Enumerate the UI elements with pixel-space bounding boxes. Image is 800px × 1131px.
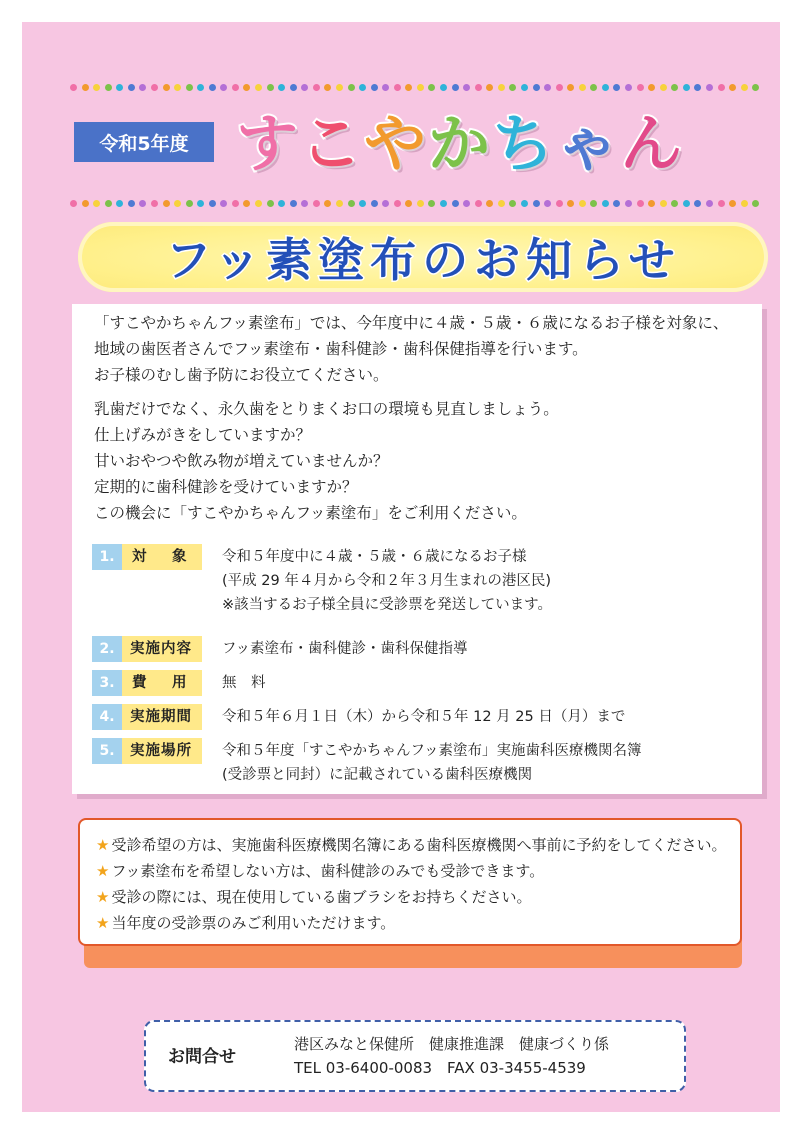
decor-dot bbox=[382, 84, 389, 91]
decor-dot bbox=[498, 84, 505, 91]
decor-dot bbox=[613, 84, 620, 91]
notice-line bbox=[96, 910, 724, 936]
intro-line: お子様のむし歯予防にお役立てください。 bbox=[94, 366, 389, 384]
brand-char: す bbox=[236, 107, 301, 180]
decor-dot bbox=[521, 84, 528, 91]
intro-line: 「すこやかちゃんフッ素塗布」では、今年度中に４歳・５歳・６歳になるお子様を対象に、 bbox=[94, 314, 729, 332]
decor-dot bbox=[718, 84, 725, 91]
decor-dot bbox=[267, 200, 274, 207]
notice-title-banner bbox=[78, 222, 768, 292]
brand-title bbox=[236, 104, 684, 184]
decor-dot bbox=[105, 200, 112, 207]
decor-dot bbox=[197, 84, 204, 91]
decor-dot bbox=[509, 84, 516, 91]
decor-dot bbox=[290, 84, 297, 91]
decor-dot bbox=[648, 200, 655, 207]
item-badge bbox=[92, 704, 202, 730]
item-description-line: 令和５年６月１日（木）から令和５年 12 月 25 日（月）まで bbox=[222, 709, 626, 725]
item-label: 実施期間 bbox=[122, 704, 202, 730]
decor-dot bbox=[348, 200, 355, 207]
flyer-sheet bbox=[22, 22, 780, 1112]
notice-text: フッ素塗布を希望しない方は、歯科健診のみでも受診できます。 bbox=[111, 862, 545, 880]
decor-dot bbox=[637, 200, 644, 207]
item-badge bbox=[92, 670, 202, 696]
contact-phones: TEL 03-6400-0083 FAX 03-3455-4539 bbox=[294, 1059, 586, 1077]
decor-dot bbox=[718, 200, 725, 207]
item-description bbox=[222, 671, 266, 695]
notice-line bbox=[96, 858, 724, 884]
item-badge bbox=[92, 544, 202, 570]
decor-dot bbox=[128, 200, 135, 207]
star-icon: ★ bbox=[96, 836, 110, 854]
decor-dot bbox=[232, 84, 239, 91]
decor-dot bbox=[394, 84, 401, 91]
intro-line: この機会に「すこやかちゃんフッ素塗布」をご利用ください。 bbox=[94, 504, 527, 522]
decor-dot bbox=[533, 200, 540, 207]
decor-dot bbox=[660, 84, 667, 91]
decor-dot bbox=[301, 84, 308, 91]
decor-dot bbox=[243, 200, 250, 207]
intro-line: 仕上げみがきをしていますか？ bbox=[94, 426, 312, 444]
decor-dot bbox=[243, 84, 250, 91]
item-number: 3. bbox=[99, 675, 115, 691]
decor-dot bbox=[544, 84, 551, 91]
decor-dot bbox=[625, 200, 632, 207]
item-description bbox=[222, 705, 625, 729]
decor-dot bbox=[151, 84, 158, 91]
decor-dot bbox=[602, 200, 609, 207]
decor-dot bbox=[382, 200, 389, 207]
decor-dot bbox=[255, 200, 262, 207]
decor-dot bbox=[417, 200, 424, 207]
decor-dot bbox=[209, 84, 216, 91]
decor-dot bbox=[729, 200, 736, 207]
decor-dot bbox=[498, 200, 505, 207]
decor-dot bbox=[394, 200, 401, 207]
item-label: 実施内容 bbox=[122, 636, 202, 662]
decor-dot bbox=[556, 84, 563, 91]
notice-text: 受診の際には、現在使用している歯ブラシをお持ちください。 bbox=[111, 888, 532, 906]
decor-dot bbox=[82, 200, 89, 207]
decor-dot bbox=[671, 200, 678, 207]
decor-dot bbox=[706, 84, 713, 91]
decor-dot bbox=[428, 200, 435, 207]
paragraph-gap bbox=[94, 388, 728, 396]
decor-dot bbox=[752, 84, 759, 91]
decor-dot bbox=[637, 84, 644, 91]
decor-dot bbox=[602, 84, 609, 91]
star-icon: ★ bbox=[96, 914, 110, 932]
decor-dot bbox=[475, 84, 482, 91]
decor-dot bbox=[359, 200, 366, 207]
decor-dot bbox=[706, 200, 713, 207]
contact-box bbox=[144, 1020, 686, 1092]
decor-dot bbox=[139, 84, 146, 91]
decor-dot bbox=[116, 200, 123, 207]
decor-dot bbox=[463, 200, 470, 207]
item-description-line: (平成 29 年４月から令和２年３月生まれの港区民) bbox=[222, 573, 551, 589]
decor-dot bbox=[567, 84, 574, 91]
decor-dot bbox=[590, 84, 597, 91]
decor-dot bbox=[694, 84, 701, 91]
notice-line bbox=[96, 832, 727, 858]
decor-dot bbox=[428, 84, 435, 91]
intro-line: 甘いおやつや飲み物が増えていませんか？ bbox=[94, 452, 389, 470]
decor-dot bbox=[186, 84, 193, 91]
item-number: 2. bbox=[99, 641, 115, 657]
item-description-line: ※該当するお子様全員に受診票を発送しています。 bbox=[222, 597, 552, 613]
decor-dot bbox=[70, 84, 77, 91]
item-description-line: 無 料 bbox=[222, 675, 266, 691]
item-label: 対 象 bbox=[122, 544, 202, 570]
decor-dot bbox=[267, 84, 274, 91]
decor-dot bbox=[405, 84, 412, 91]
item-number: 5. bbox=[99, 743, 115, 759]
decor-dot bbox=[255, 84, 262, 91]
intro-line: 乳歯だけでなく、永久歯をとりまくお口の環境も見直しましょう。 bbox=[94, 400, 559, 418]
decor-dot bbox=[151, 200, 158, 207]
decor-dot bbox=[729, 84, 736, 91]
decor-dot bbox=[371, 84, 378, 91]
decor-dot bbox=[278, 200, 285, 207]
decor-dot bbox=[70, 200, 77, 207]
item-description bbox=[222, 739, 641, 787]
decor-dot bbox=[452, 200, 459, 207]
star-icon: ★ bbox=[96, 862, 110, 880]
decor-dot bbox=[163, 84, 170, 91]
decor-dot bbox=[741, 84, 748, 91]
decor-dot bbox=[521, 200, 528, 207]
decor-dot bbox=[486, 84, 493, 91]
decor-dot bbox=[359, 84, 366, 91]
item-number: 1. bbox=[99, 549, 115, 565]
decor-dot bbox=[128, 84, 135, 91]
item-description bbox=[222, 637, 467, 661]
intro-line: 定期的に歯科健診を受けていますか？ bbox=[94, 478, 358, 496]
decor-dot bbox=[533, 84, 540, 91]
decor-dot bbox=[625, 84, 632, 91]
item-description-line: 令和５年度中に４歳・５歳・６歳になるお子様 bbox=[222, 549, 527, 565]
decor-dot bbox=[116, 84, 123, 91]
decor-dot bbox=[174, 84, 181, 91]
decor-dot bbox=[590, 200, 597, 207]
content-card bbox=[72, 304, 762, 794]
decor-dot bbox=[174, 200, 181, 207]
decor-dot bbox=[509, 200, 516, 207]
item-description-line: 令和５年度「すこやかちゃんフッ素塗布」実施歯科医療機関名簿 bbox=[222, 743, 642, 759]
decor-dot bbox=[671, 84, 678, 91]
decor-dot bbox=[105, 84, 112, 91]
decor-dot bbox=[139, 200, 146, 207]
item-badge bbox=[92, 738, 202, 764]
decor-dot bbox=[556, 200, 563, 207]
decor-dot bbox=[324, 84, 331, 91]
decor-dot bbox=[567, 200, 574, 207]
decor-dot bbox=[278, 84, 285, 91]
contact-heading: お問合せ bbox=[168, 1047, 236, 1067]
decor-dot bbox=[463, 84, 470, 91]
decor-dot bbox=[648, 84, 655, 91]
brand-char: や bbox=[364, 107, 429, 180]
contact-lines bbox=[294, 1032, 609, 1080]
decor-dot bbox=[613, 200, 620, 207]
item-label: 費 用 bbox=[122, 670, 202, 696]
decor-dot bbox=[440, 84, 447, 91]
decor-dot bbox=[475, 200, 482, 207]
decor-dot bbox=[694, 200, 701, 207]
decor-dot bbox=[452, 84, 459, 91]
intro-text bbox=[94, 310, 728, 526]
decor-dot bbox=[197, 200, 204, 207]
decor-dot bbox=[579, 200, 586, 207]
decor-dot bbox=[313, 84, 320, 91]
decor-dot bbox=[683, 84, 690, 91]
brand-char: ち bbox=[492, 107, 557, 180]
decor-dot bbox=[186, 200, 193, 207]
decor-dot bbox=[579, 84, 586, 91]
brand-char: か bbox=[428, 107, 493, 180]
decor-dot bbox=[405, 200, 412, 207]
decor-dot bbox=[93, 200, 100, 207]
decor-dot bbox=[660, 200, 667, 207]
decor-dot bbox=[163, 200, 170, 207]
decor-dot bbox=[336, 84, 343, 91]
decor-dot bbox=[741, 200, 748, 207]
decor-dot bbox=[290, 200, 297, 207]
decor-dot bbox=[232, 200, 239, 207]
top-dot-row bbox=[70, 84, 760, 94]
decor-dot bbox=[486, 200, 493, 207]
item-label: 実施場所 bbox=[122, 738, 202, 764]
notice-box bbox=[78, 818, 742, 946]
item-number: 4. bbox=[99, 709, 115, 725]
notice-text: 当年度の受診票のみご利用いただけます。 bbox=[111, 914, 396, 932]
decor-dot bbox=[371, 200, 378, 207]
contact-office: 港区みなと保健所 健康推進課 健康づくり係 bbox=[294, 1035, 610, 1053]
decor-dot bbox=[324, 200, 331, 207]
brand-char: こ bbox=[300, 107, 365, 180]
notice-line bbox=[96, 884, 724, 910]
intro-line: 地域の歯医者さんでフッ素塗布・歯科健診・歯科保健指導を行います。 bbox=[94, 340, 588, 358]
decor-dot bbox=[209, 200, 216, 207]
decor-dot bbox=[417, 84, 424, 91]
notice-title: フッ素塗布のお知らせ bbox=[165, 233, 681, 287]
decor-dot bbox=[93, 84, 100, 91]
decor-dot bbox=[752, 200, 759, 207]
decor-dot bbox=[544, 200, 551, 207]
item-badge bbox=[92, 636, 202, 662]
decor-dot bbox=[348, 84, 355, 91]
item-description bbox=[222, 545, 552, 617]
brand-char: ゃ bbox=[556, 107, 621, 180]
notice-text: 受診希望の方は、実施歯科医療機関名簿にある歯科医療機関へ事前に予約をしてください。 bbox=[111, 836, 727, 854]
item-description-line: フッ素塗布・歯科健診・歯科保健指導 bbox=[222, 641, 468, 657]
decor-dot bbox=[313, 200, 320, 207]
decor-dot bbox=[336, 200, 343, 207]
bottom-dot-row bbox=[70, 200, 760, 210]
decor-dot bbox=[82, 84, 89, 91]
year-badge: 令和5年度 bbox=[74, 122, 214, 162]
brand-char: ん bbox=[620, 107, 685, 180]
star-icon: ★ bbox=[96, 888, 110, 906]
decor-dot bbox=[220, 84, 227, 91]
decor-dot bbox=[440, 200, 447, 207]
decor-dot bbox=[220, 200, 227, 207]
item-description-line: (受診票と同封）に記載されている歯科医療機関 bbox=[222, 767, 533, 783]
decor-dot bbox=[683, 200, 690, 207]
decor-dot bbox=[301, 200, 308, 207]
